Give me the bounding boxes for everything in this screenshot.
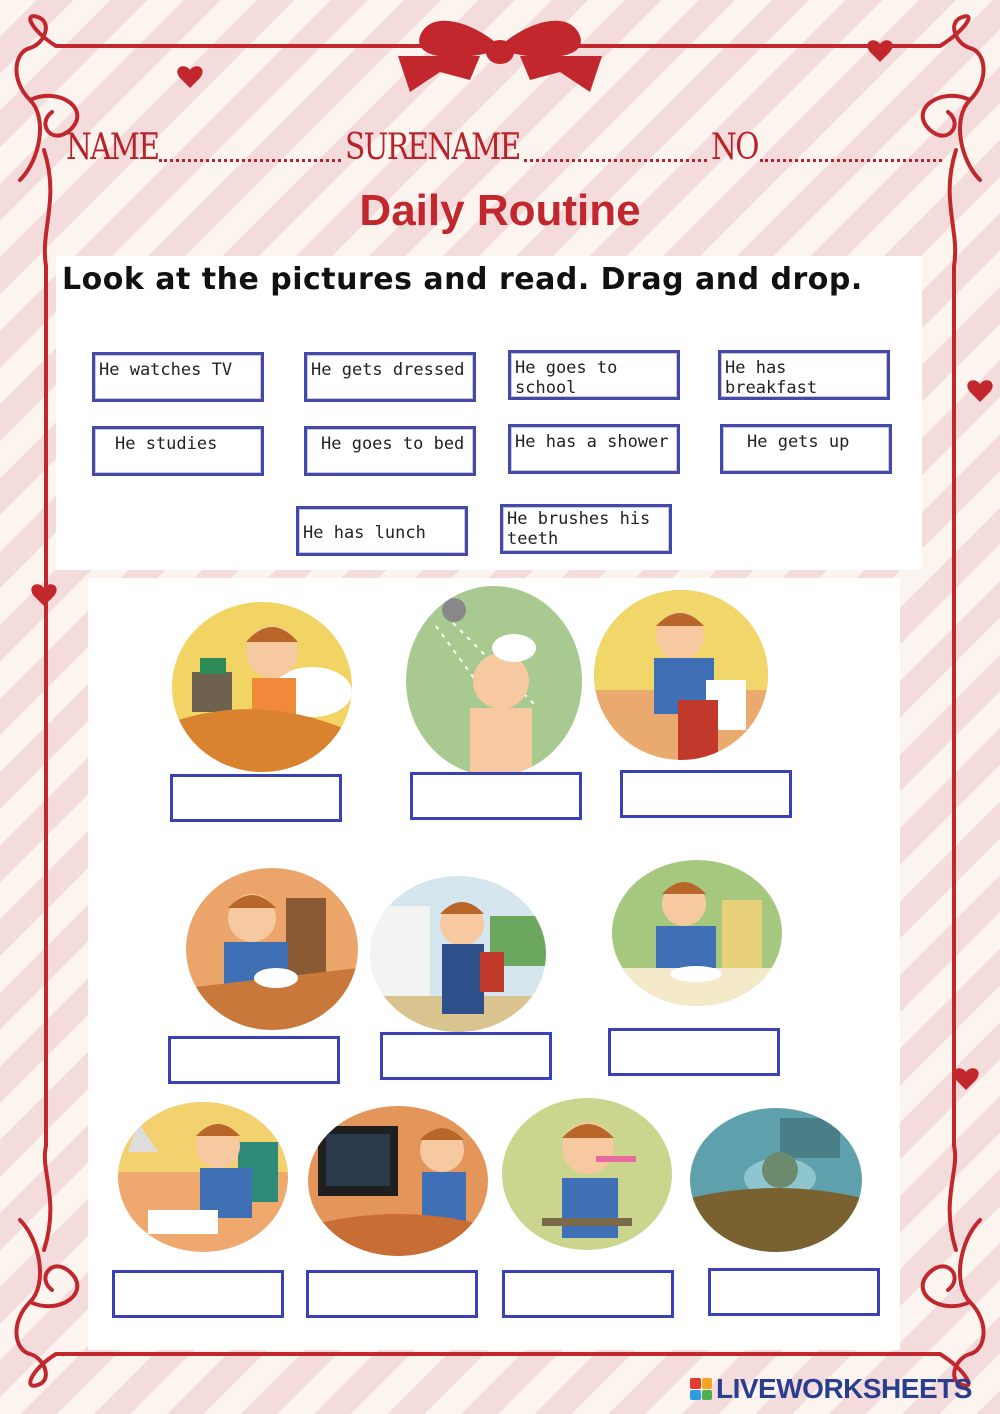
boy-waking-up-icon (172, 602, 352, 772)
word-chip[interactable]: He watches TV (92, 352, 264, 402)
boy-breakfast-icon (186, 868, 358, 1030)
name-field[interactable] (159, 159, 341, 162)
word-chip[interactable]: He studies (92, 426, 264, 476)
answer-drop-box[interactable] (380, 1032, 552, 1080)
number-field[interactable] (760, 159, 942, 162)
student-info-row (66, 122, 946, 168)
boy-getting-dressed-icon (594, 590, 768, 760)
boy-lunch-icon (612, 860, 782, 1006)
instruction-text: Look at the pictures and read. Drag and drop. (62, 262, 863, 297)
answer-drop-box[interactable] (502, 1270, 674, 1318)
answer-drop-box[interactable] (306, 1270, 478, 1318)
boy-brushing-teeth-icon (502, 1098, 672, 1250)
boy-going-to-school-icon (370, 876, 546, 1032)
word-chip[interactable]: He has lunch (296, 506, 468, 556)
answer-drop-box[interactable] (410, 772, 582, 820)
word-chip[interactable]: He gets dressed (304, 352, 476, 402)
boy-sleeping-icon (690, 1108, 862, 1252)
surname-label: SURENAME (345, 127, 520, 168)
liveworksheets-logo[interactable] (690, 1374, 972, 1404)
boy-shower-icon (406, 586, 582, 776)
word-bank-panel (56, 256, 922, 570)
worksheet-title: Daily Routine (359, 186, 641, 235)
answer-drop-box[interactable] (620, 770, 792, 818)
word-chip[interactable]: He goes to school (508, 350, 680, 400)
number-label: NO (710, 127, 758, 168)
word-chip[interactable]: He brushes his teeth (500, 504, 672, 554)
answer-drop-box[interactable] (170, 774, 342, 822)
word-chip[interactable]: He has breakfast (718, 350, 890, 400)
boy-watching-tv-icon (308, 1106, 488, 1256)
answer-drop-box[interactable] (112, 1270, 284, 1318)
answer-drop-box[interactable] (168, 1036, 340, 1084)
brand-grid-icon (690, 1378, 712, 1400)
answer-drop-box[interactable] (608, 1028, 780, 1076)
surname-field[interactable] (524, 159, 706, 162)
pictures-panel (88, 578, 900, 1350)
word-chip[interactable]: He has a shower (508, 424, 680, 474)
boy-studying-icon (118, 1102, 288, 1252)
word-chip[interactable]: He gets up (720, 424, 892, 474)
word-chip[interactable]: He goes to bed (304, 426, 476, 476)
name-label: NAME (66, 127, 159, 168)
brand-name: LIVEWORKSHEETS (716, 1373, 972, 1404)
answer-drop-box[interactable] (708, 1268, 880, 1316)
